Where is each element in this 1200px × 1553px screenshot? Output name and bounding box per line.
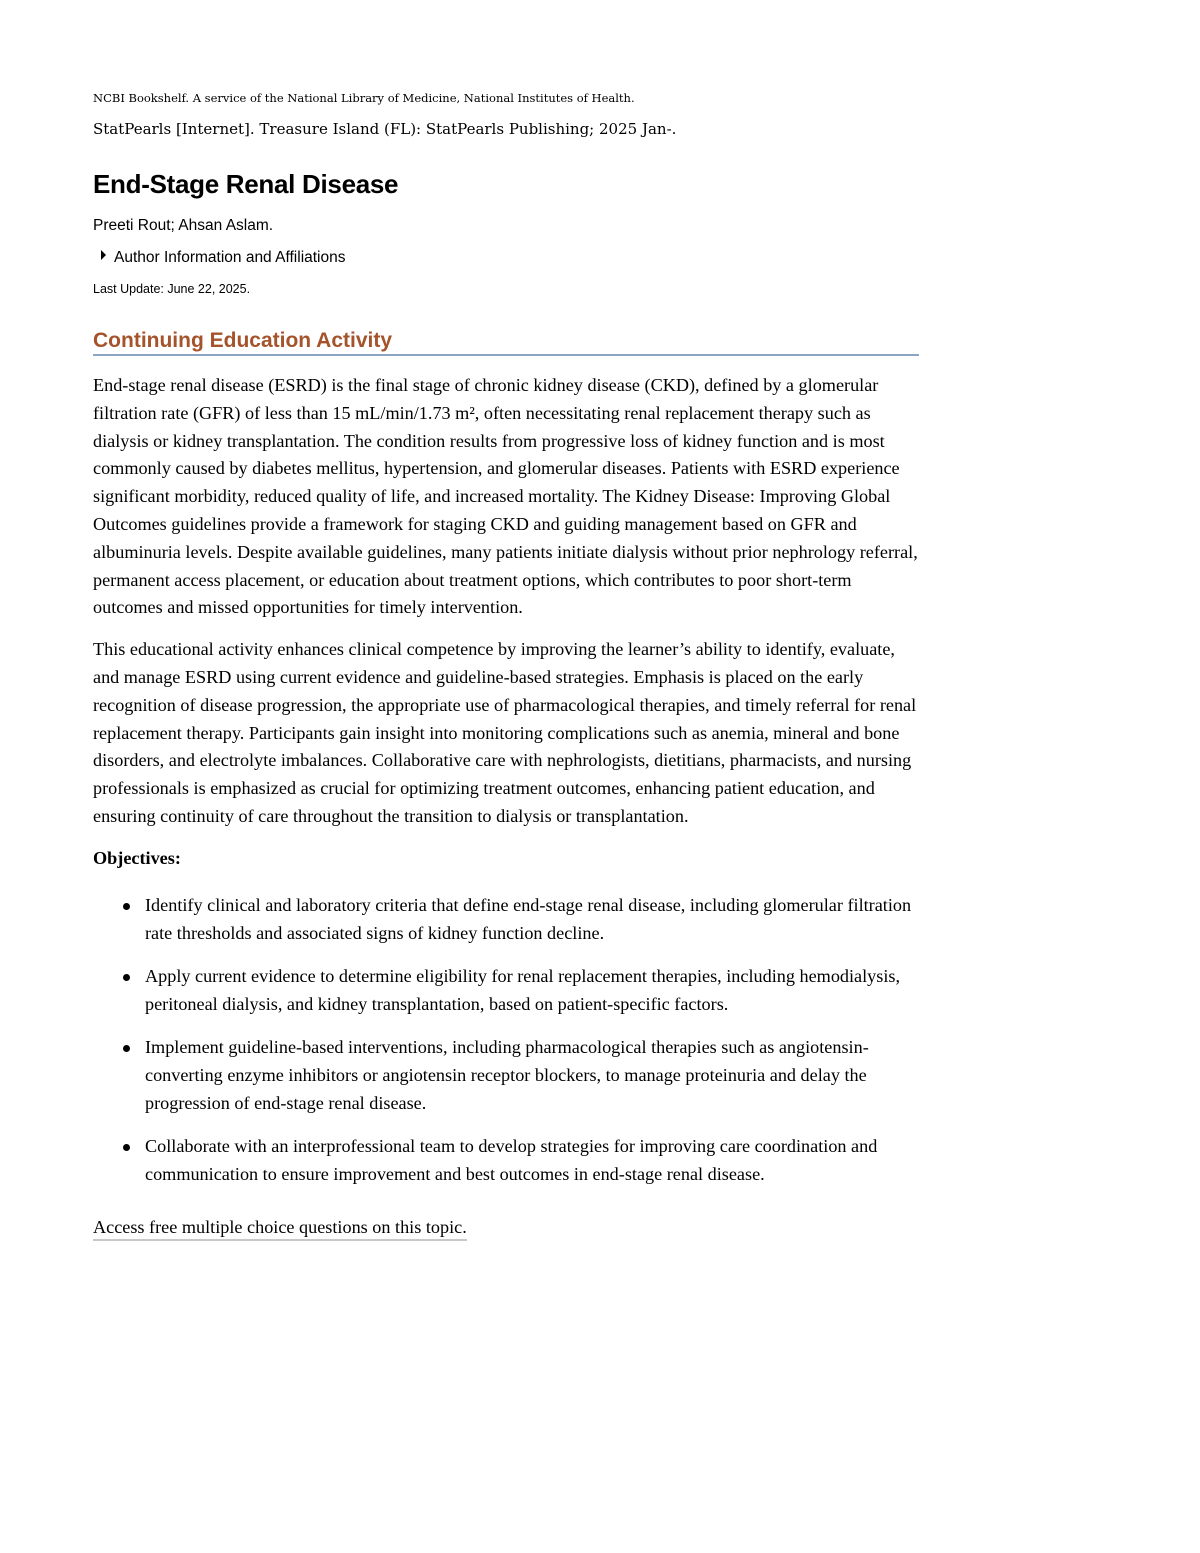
objectives-list (93, 891, 919, 1188)
objective-text: Implement guideline-based interventions, including pharmacological therapies such as angiotensin-converting enzyme inhibitors or angiotensin receptor blockers, to manage proteinuria and delay the progression of end-stage renal disease. (145, 1036, 869, 1113)
objective-text: Identify clinical and laboratory criteria that define end-stage renal disease, including glomerular filtration rate thresholds and associated signs of kidney function decline. (145, 894, 912, 943)
bullet-icon (123, 1045, 130, 1052)
author-list: Preeti Rout; Ahsan Aslam. (93, 217, 274, 234)
bullet-icon (123, 974, 130, 981)
bullet-icon (123, 903, 130, 910)
mcq-link[interactable]: Access free multiple choice questions on this topic. (93, 1215, 467, 1241)
list-item (145, 1033, 919, 1117)
list-item (145, 1132, 919, 1188)
article-page (93, 88, 919, 1241)
intro-paragraph-2: This educational activity enhances clinical competence by improving the learner’s ability to identify, evaluate, and manage ESRD using current evidence and guideline-based strategies. Emphasis is placed on the early recognition of disease progression, the appropriate use of pharmacological therapies, and timely referral for renal replacement therapy. Participants gain insight into monitoring complications such as anemia, mineral and bone disorders, and electrolyte imbalances. Collaborative care with nephrologists, dietitians, pharmacists, and nursing professionals is emphasized as crucial for optimizing treatment outcomes, enhancing patient education, and ensuring continuity of care throughout the transition to dialysis or transplantation. (93, 639, 917, 826)
last-update: Last Update: June 22, 2025. (93, 282, 251, 296)
ncbi-bookshelf-line: NCBI Bookshelf. A service of the National Library of Medicine, National Institutes of Health. (93, 91, 635, 105)
author-affiliations-toggle[interactable] (101, 248, 919, 268)
bullet-icon (123, 1144, 130, 1151)
objectives-label: Objectives: (93, 847, 181, 868)
expand-triangle-icon (101, 250, 106, 260)
page-title: End-Stage Renal Disease (93, 169, 399, 199)
list-item (145, 891, 919, 947)
objective-text: Collaborate with an interprofessional team to develop strategies for improving care coordination and communication to ensure improvement and best outcomes in end-stage renal disease. (145, 1135, 878, 1184)
author-affiliations-label: Author Information and Affiliations (114, 249, 346, 266)
list-item (145, 962, 919, 1018)
book-citation: StatPearls [Internet]. Treasure Island (FL): StatPearls Publishing; 2025 Jan-. (93, 120, 677, 138)
intro-paragraph-1: End-stage renal disease (ESRD) is the final stage of chronic kidney disease (CKD), defined by a glomerular filtration rate (GFR) of less than 15 mL/min/1.73 m², often necessitating renal replacement therapy such as dialysis or kidney transplantation. The condition results from progressive loss of kidney function and is most commonly caused by diabetes mellitus, hypertension, and glomerular diseases. Patients with ESRD experience significant morbidity, reduced quality of life, and increased mortality. The Kidney Disease: Improving Global Outcomes guidelines provide a framework for staging CKD and guiding management based on GFR and albuminuria levels. Despite available guidelines, many patients initiate dialysis without prior nephrology referral, permanent access placement, or education about treatment options, which contributes to poor short-term outcomes and missed opportunities for timely intervention. (93, 375, 918, 618)
section-heading: Continuing Education Activity (93, 328, 919, 356)
objective-text: Apply current evidence to determine eligibility for renal replacement therapies, including hemodialysis, peritoneal dialysis, and kidney transplantation, based on patient-specific factors. (145, 965, 901, 1014)
